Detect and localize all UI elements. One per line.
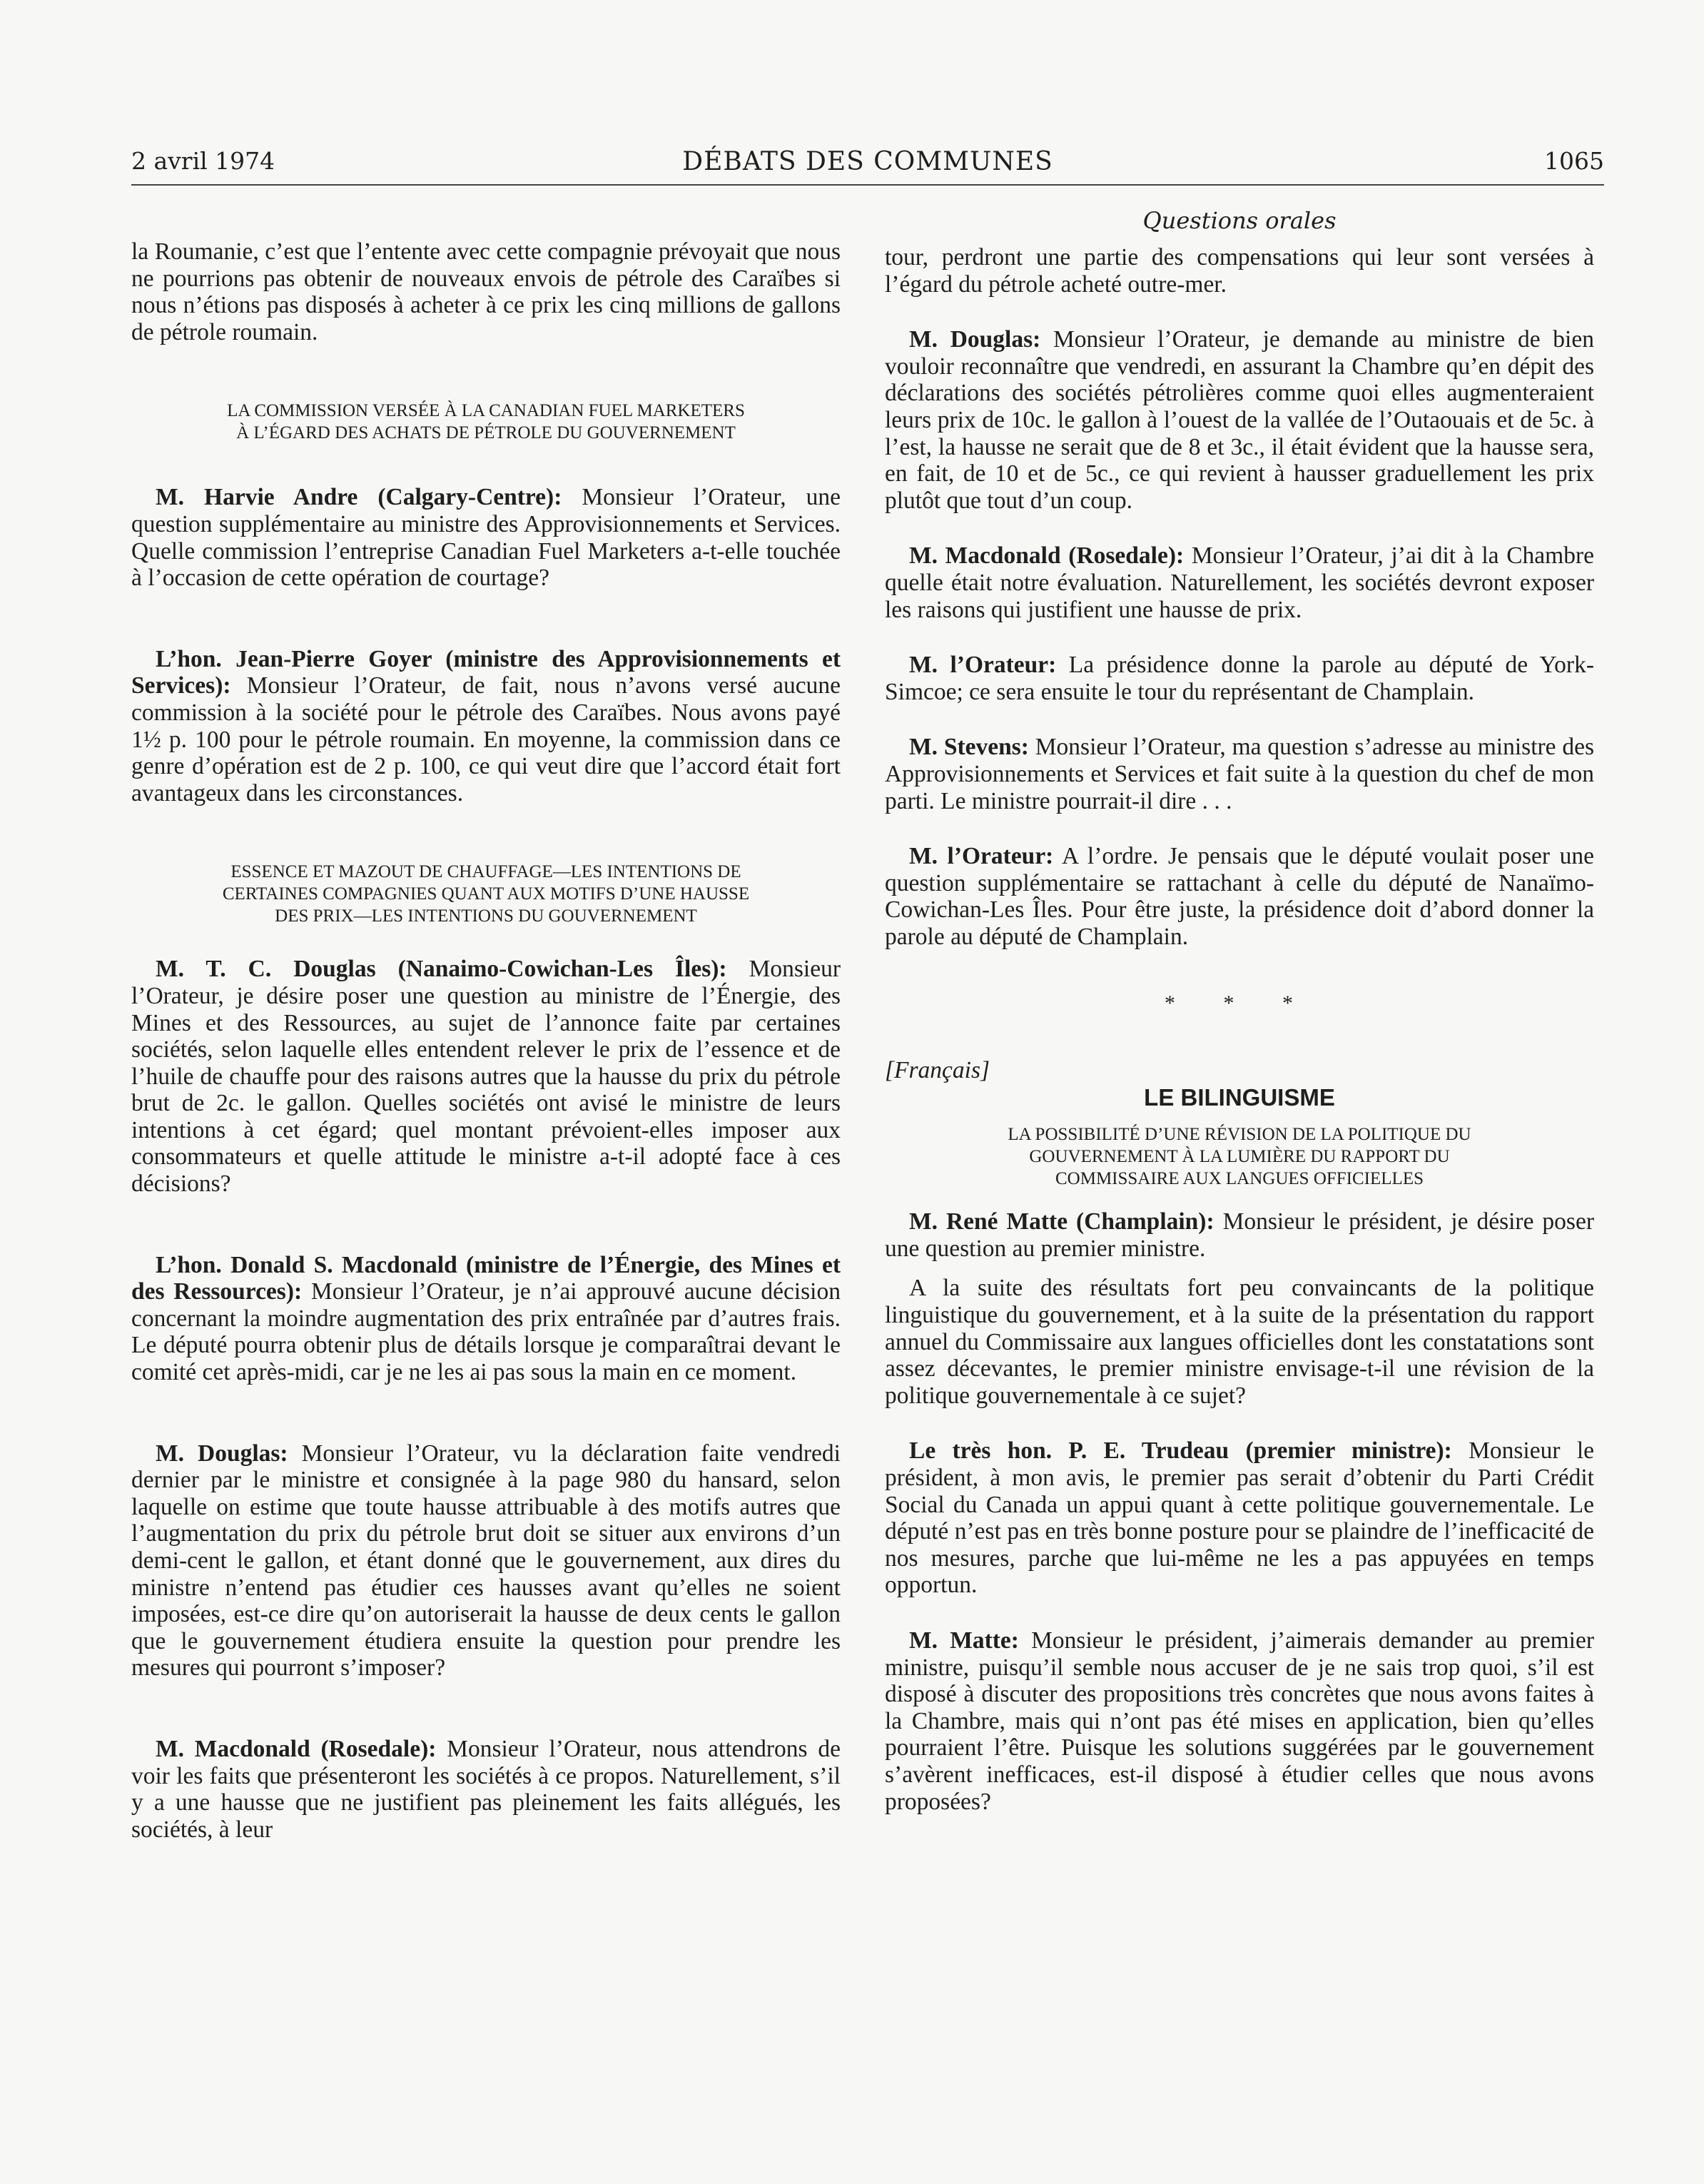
speech-text: Monsieur l’Orateur, nous attendrons de voir les faits que présenteront les sociétés à ce propos. Naturellement, s’il y a une hausse que ne justifient pas pleinement les faits allégués, les sociétés, à leur: [131, 1735, 841, 1843]
speech-paragraph: [131, 1252, 841, 1386]
speech-paragraph: [885, 1208, 1594, 1262]
speaker-name: M. T. C. Douglas (Nanaimo-Cowichan-Les Îles):: [156, 956, 727, 983]
heading-line: COMMISSAIRE AUX LANGUES OFFICIELLES: [1055, 1169, 1424, 1189]
heading-line: À L’ÉGARD DES ACHATS DE PÉTROLE DU GOUVERNEMENT: [236, 423, 736, 443]
speaker-name: L’hon. Jean-Pierre Goyer (ministre des Approvisionnements et Services):: [131, 645, 841, 699]
speech-text: Monsieur le président, j’aimerais demander au premier ministre, puisqu’il semble nous accuser de je ne sais trop quoi, s’il est disposé à discuter des propositions très concrètes que nous avons faites à la Chambre, mais qui n’ont pas été mises en application, bien qu’elles pourraient l’être. Puisque les solutions suggérées par le gouvernement s’avèrent inefficaces, est-il disposé à étudier celles que nous avons proposées?: [885, 1627, 1594, 1815]
section-heading: [131, 861, 841, 927]
speaker-name: M. Douglas:: [156, 1440, 288, 1467]
heading-line: DES PRIX—LES INTENTIONS DU GOUVERNEMENT: [275, 906, 697, 926]
heading-line: GOUVERNEMENT À LA LUMIÈRE DU RAPPORT DU: [1029, 1147, 1450, 1167]
speech-text: Monsieur l’Orateur, je demande au ministre de bien vouloir reconnaître que vendredi, en assurant la Chambre qu’en dépit des déclarations des sociétés pétrolières comme quoi elles augmenteraient leurs prix de 10c. le gallon à l’ouest de la vallée de l’Outaouais et de 5c. à l’est, la hausse ne serait que de 8 et 3c., il était évident que la hausse sera, en fait, de 10 et de 5c., ce qui revient à hausser graduellement les prix plutôt que tout d’un coup.: [885, 326, 1594, 514]
heading-line: LA POSSIBILITÉ D’UNE RÉVISION DE LA POLITIQUE DU: [1008, 1125, 1471, 1145]
speaker-name: M. Douglas:: [909, 326, 1041, 353]
section-heading: [131, 400, 841, 444]
speech-text: Monsieur le président, à mon avis, le premier pas serait d’obtenir du Parti Crédit Social du Canada un appui quant à cette politique gouvernementale. Le député n’est pas en très bonne posture pour se plaindre de l’inefficacité de nos mesures, parche que lui-même ne les a pas appuyées en temps opportun.: [885, 1437, 1594, 1599]
topic-heading: LE BILINGUISME: [1144, 1083, 1335, 1111]
speaker-name: M. Stevens:: [909, 734, 1029, 761]
heading-line: LA COMMISSION VERSÉE À LA CANADIAN FUEL MARKETERS: [227, 401, 745, 421]
speaker-name: M. l’Orateur:: [909, 843, 1054, 870]
speech-text: A l’ordre. Je pensais que le député voulait poser une question supplémentaire se rattachant à celle du député de Nanaïmo-Cowichan-Les Îles. Pour être juste, la présidence doit d’abord donner la parole au député de Champlain.: [885, 843, 1594, 950]
speech-paragraph: [885, 326, 1594, 514]
header-date: 2 avril 1974: [131, 147, 275, 175]
speech-paragraph: [885, 843, 1594, 950]
language-marker: [Français]: [885, 1057, 990, 1084]
speech-paragraph: [131, 484, 841, 591]
header-title: DÉBATS DES COMMUNES: [682, 147, 1053, 176]
speech-paragraph: [885, 652, 1594, 705]
section-label: Questions orales: [1142, 207, 1337, 234]
speaker-name: M. Macdonald (Rosedale):: [909, 542, 1185, 570]
speech-text: Monsieur l’Orateur, j’ai dit à la Chambre quelle était notre évaluation. Naturellement, les sociétés devront exposer les raisons qui justifient une hausse de prix.: [885, 542, 1594, 623]
speech-text: Monsieur l’Orateur, ma question s’adresse au ministre des Approvisionnements et Services et fait suite à la question du chef de mon parti. Le ministre pourrait-il dire . . .: [885, 734, 1594, 814]
speech-text: Monsieur le président, je désire poser une question au premier ministre.: [885, 1208, 1594, 1262]
speaker-name: M. l’Orateur:: [909, 652, 1057, 679]
speech-text: Monsieur l’Orateur, de fait, nous n’avons versé aucune commission à la société pour le pétrole des Caraïbes. Nous avons payé 1½ p. 100 pour le pétrole roumain. En moyenne, la commission dans ce genre d’opération est de 2 p. 100, ce qui veut dire que l’accord était fort avantageux dans les circonstances.: [131, 672, 841, 807]
speech-text: La présidence donne la parole au député de York-Simcoe; ce sera ensuite le tour du représentant de Champlain.: [885, 652, 1594, 705]
speech-paragraph: [885, 1627, 1594, 1815]
speech-paragraph: [131, 646, 841, 807]
paragraph: tour, perdront une partie des compensations qui leur sont versées à l’égard du pétrole acheté outre-mer.: [885, 244, 1594, 298]
speaker-name: M. Matte:: [909, 1627, 1019, 1654]
section-heading: [885, 1123, 1594, 1190]
speaker-name: M. Macdonald (Rosedale):: [156, 1735, 437, 1762]
speech-paragraph: [131, 956, 841, 1197]
paragraph: la Roumanie, c’est que l’entente avec cette compagnie prévoyait que nous ne pourrions pas obtenir de nouveaux envois de pétrole des Caraïbes si nous n’étions pas disposés à acheter à ce prix les cinq millions de gallons de pétrole roumain.: [131, 238, 841, 345]
speech-paragraph: [885, 734, 1594, 814]
speech-text: Monsieur l’Orateur, une question supplémentaire au ministre des Approvisionnements et Services. Quelle commission l’entreprise Canadian Fuel Marketers a-t-elle touchée à l’occasion de cette opération de courtage?: [131, 484, 841, 592]
speech-paragraph: [131, 1736, 841, 1843]
speech-paragraph: [885, 542, 1594, 623]
section-separator: * * *: [1165, 991, 1314, 1016]
heading-line: ESSENCE ET MAZOUT DE CHAUFFAGE—LES INTENTIONS DE: [230, 862, 741, 882]
running-head: [131, 147, 1604, 186]
left-column: [131, 238, 841, 1843]
speech-text: Monsieur l’Orateur, vu la déclaration faite vendredi dernier par le ministre et consignée à la page 980 du hansard, selon laquelle on estime que toute hausse attribuable à des motifs autres que l’augmentation du prix du pétrole brut doit se situer aux environs d’un demi-cent le gallon, et étant donné que le gouvernement, aux dires du ministre n’entend pas étudier ces hausses avant qu’elles ne soient imposées, est-ce dire qu’on autoriserait la hausse de deux cents le gallon que le gouvernement étudiera ensuite la question pour prendre les mesures qui pourront s’imposer?: [131, 1440, 841, 1682]
speech-text: Monsieur l’Orateur, je n’ai approuvé aucune décision concernant la moindre augmentation des prix entraînée par d’autres frais. Le député pourra obtenir plus de détails lorsque je comparaîtrai devant le comité cet après-midi, car je ne les ai pas sous la main en ce moment.: [131, 1278, 841, 1386]
heading-line: CERTAINES COMPAGNIES QUANT AUX MOTIFS D’UNE HAUSSE: [222, 884, 750, 904]
speech-text: Monsieur l’Orateur, je désire poser une question au ministre de l’Énergie, des Mines et des Ressources, au sujet de l’annonce faite par certaines sociétés, selon laquelle elles entendent relever le prix de l’essence et de l’huile de chauffe pour des raisons autres que la hausse du prix du pétrole brut de 2c. le gallon. Quelles sociétés ont avisé le ministre de leurs intentions à cet égard; quel montant prévoient-elles imposer aux consommateurs et quelle attitude le ministre a-t-il adopté face à ces décisions?: [131, 956, 841, 1198]
speaker-name: M. René Matte (Champlain):: [909, 1208, 1214, 1235]
page-number: 1065: [1544, 147, 1604, 175]
speaker-name: M. Harvie Andre (Calgary-Centre):: [156, 484, 562, 511]
speaker-name: Le très hon. P. E. Trudeau (premier ministre):: [909, 1437, 1452, 1465]
right-column: [885, 244, 1594, 1815]
paragraph: A la suite des résultats fort peu convaincants de la politique linguistique du gouvernement, et à la suite de la présentation du rapport annuel du Commissaire aux langues officielles dont les constatations sont assez décevantes, le premier ministre envisage-t-il une révision de la politique gouvernementale à ce sujet?: [885, 1275, 1594, 1409]
speech-paragraph: [885, 1437, 1594, 1599]
speech-paragraph: [131, 1440, 841, 1682]
speaker-name: L’hon. Donald S. Macdonald (ministre de l’Énergie, des Mines et des Ressources):: [131, 1251, 841, 1305]
